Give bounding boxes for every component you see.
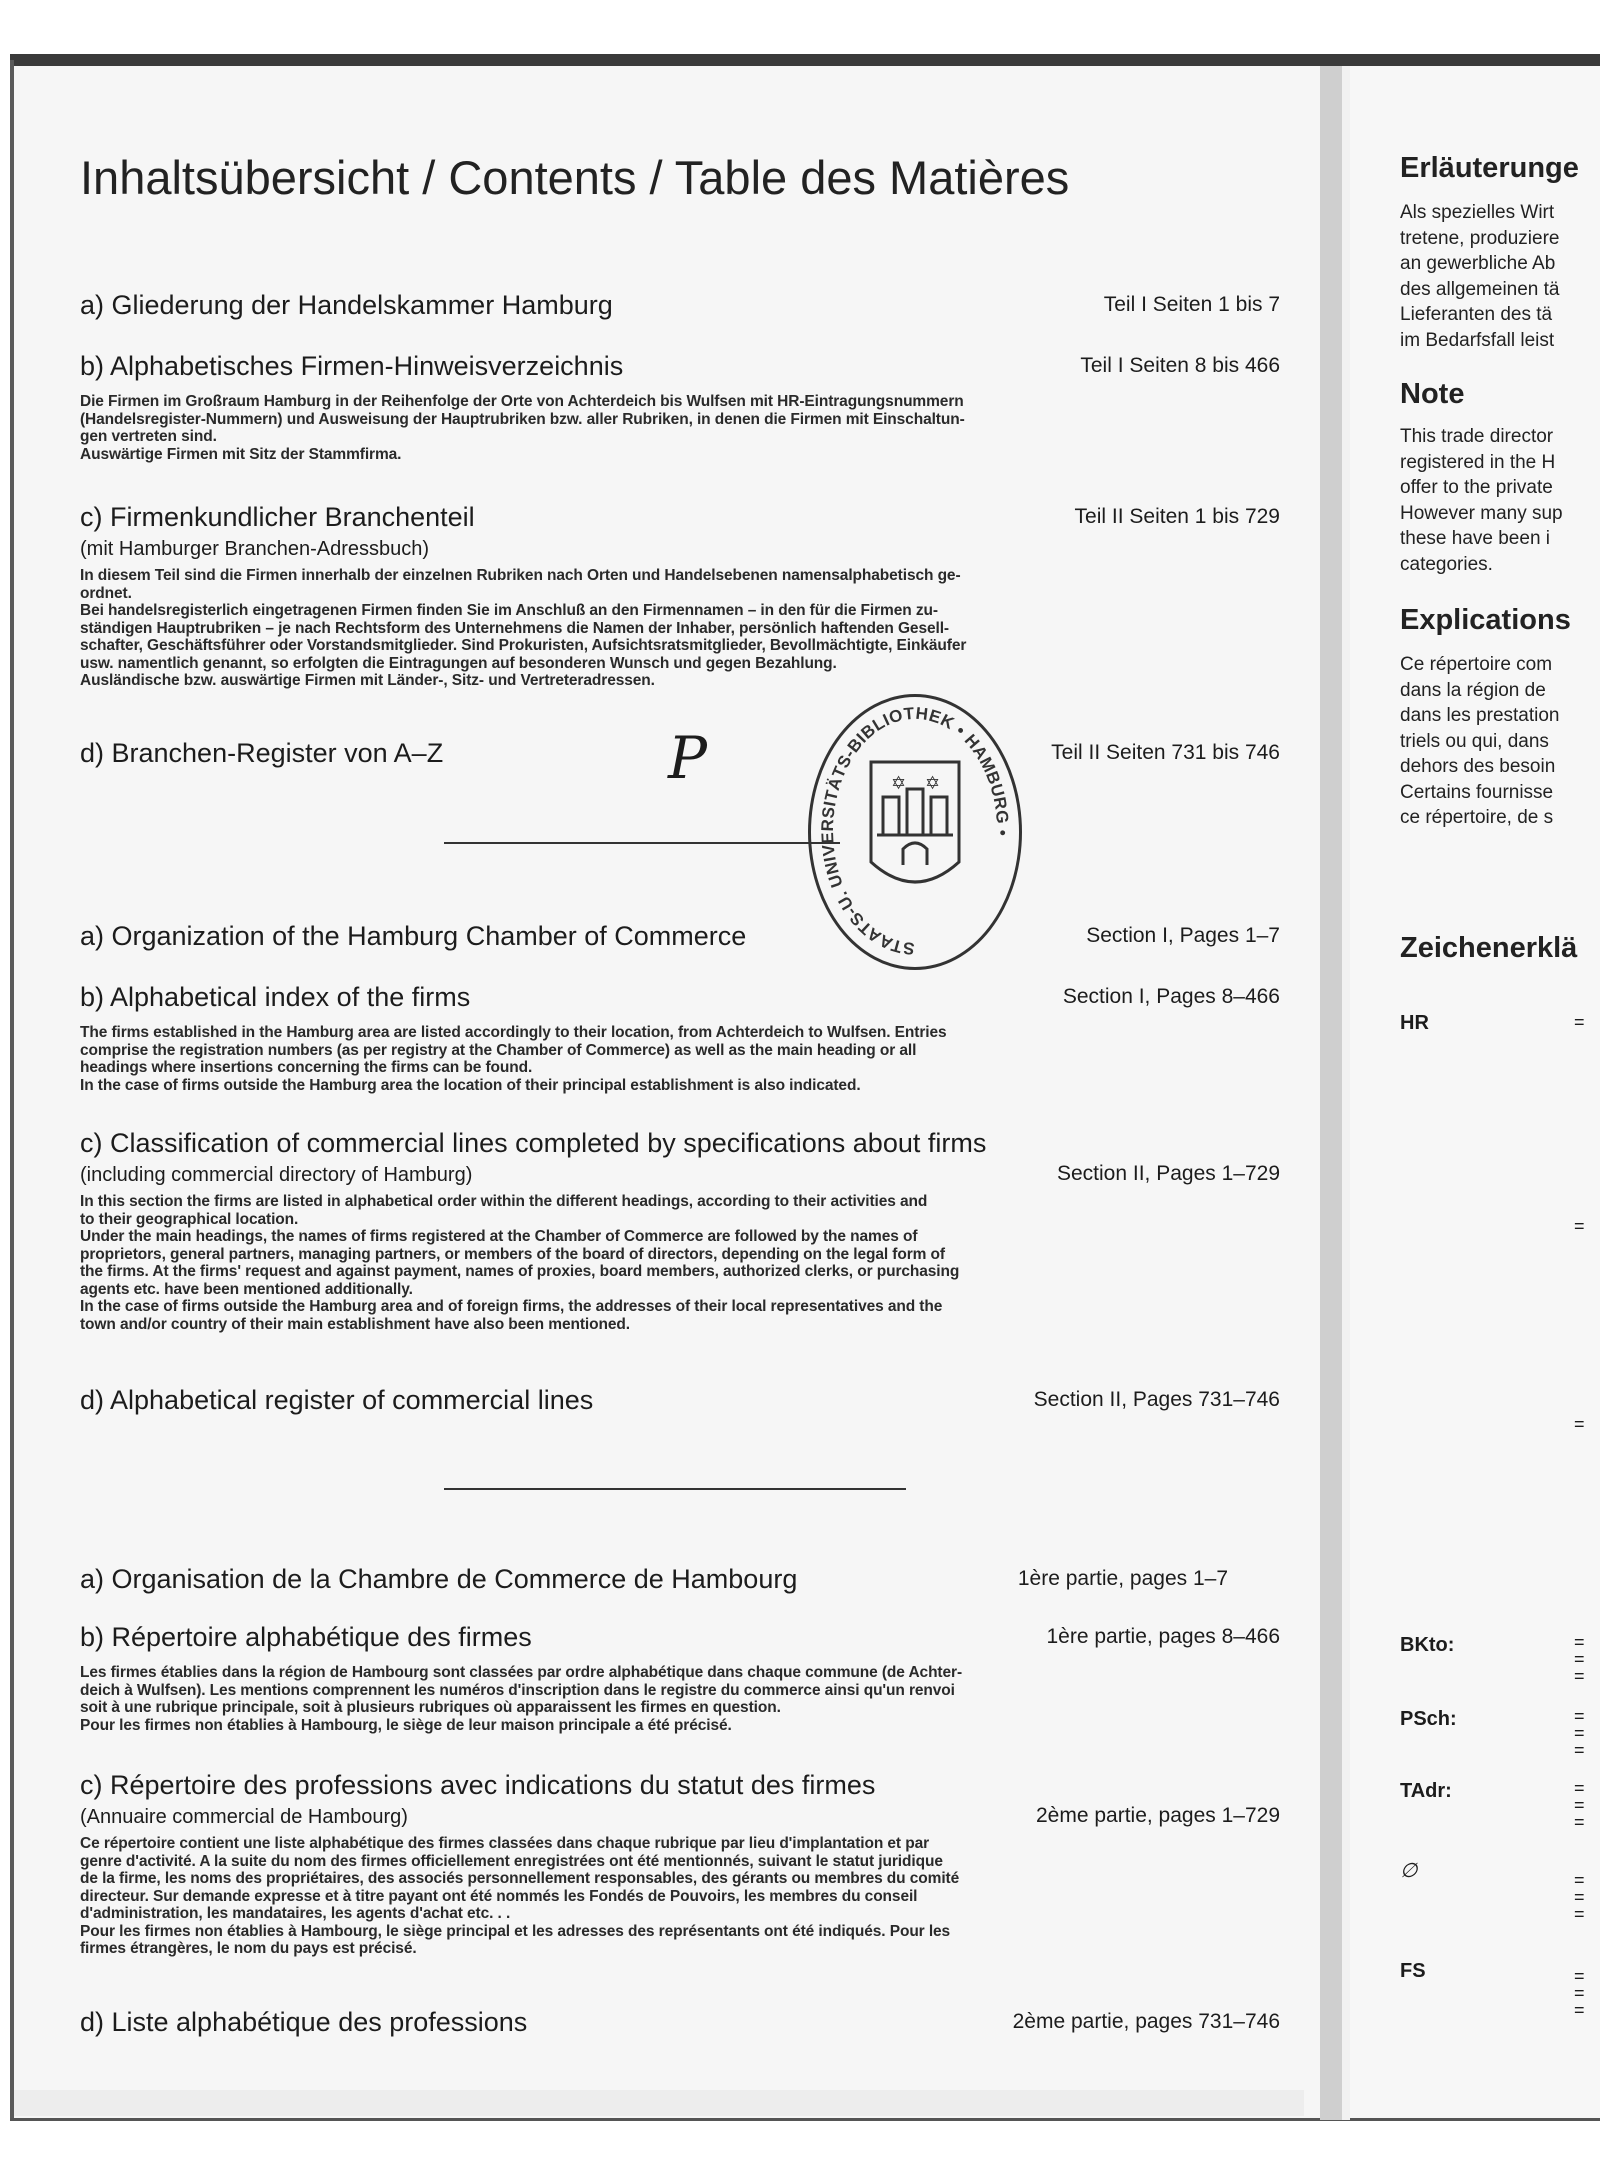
toc-entry-en-b — [80, 982, 1280, 1094]
toc-pages: Section I, Pages 1–7 — [1086, 924, 1280, 947]
toc-label: c) Classification of commercial lines completed by specifications about firms — [80, 1128, 987, 1158]
right-text-erlaeuterungen: Als spezielles Wirt tretene, produziere an gewerbliche Ab des allgemeinen tä Lieferanten des tä im Bedarfsfall leist — [1400, 202, 1560, 351]
right-page — [1350, 66, 1600, 2118]
abbr-fs-equals: = = = — [1574, 1966, 1585, 2020]
toc-entry-de-b — [80, 351, 1280, 463]
toc-description: Les firmes établies dans la région de Hambourg sont classées par ordre alphabétique dans chaque commune (de Achter- deich à Wulfsen). Les mentions comprennent les numéros d'inscription dans le registre du commerce ainsi qu'un renvoi soit à une rubrique principale, soit à plusieurs rubriques où apparaissent les firmes en question. Pour les firmes non établies à Hambourg, le siège de leur maison principale a été précisé. — [80, 1664, 963, 1734]
right-text-note: This trade director registered in the H offer to the private However many sup these have been i categories. — [1400, 426, 1563, 575]
right-heading-erlaeuterungen: Erläuterunge — [1400, 152, 1579, 184]
toc-pages: Teil I Seiten 8 bis 466 — [1080, 354, 1280, 377]
toc-entry-de-c — [80, 502, 1280, 690]
toc-entry-en-c — [80, 1128, 1280, 1333]
toc-subtitle: (including commercial directory of Hamburg) — [80, 1164, 473, 1186]
toc-label: d) Alphabetical register of commercial lines — [80, 1385, 594, 1415]
right-heading-zeichenerklaerung: Zeichenerklä — [1400, 932, 1578, 964]
toc-pages: Section II, Pages 731–746 — [1033, 1388, 1280, 1411]
toc-description: The firms established in the Hamburg area are listed accordingly to their location, from Achterdeich to Wulfsen. Entries comprise the registration numbers (as per registry at the Chamber of Commerce) as well as the main heading or all headings where insertions concerning the firms can be found. In the case of firms outside the Hamburg area the location of their principal establishment is also indicated. — [80, 1024, 947, 1094]
section-divider — [444, 1488, 906, 1490]
abbr-equals: = — [1574, 1414, 1585, 1434]
toc-description: Ce répertoire contient une liste alphabétique des firmes classées dans chaque rubrique par lieu d'implantation et par genre d'activité. A la suite du nom des firmes officiellement enregistrées ont été mentionnés, suivant le statut juridique de la firme, les noms des propriétaires, des associés personnellement responsables, des gérants ou membres du comité directeur. Sur demande expresse et à titre payant ont été nommés les Fondés de Pouvoirs, les membres du conseil d'administration, les mandataires, les agents d'achat etc. . . Pour les firmes non établies à Hambourg, le siège principal et les adresses des représentants ont été indiqués. Pour les firmes étrangères, le nom du pays est précisé. — [80, 1835, 960, 1957]
toc-entry-fr-c — [80, 1770, 1280, 1958]
toc-label: b) Répertoire alphabétique des firmes — [80, 1622, 532, 1652]
toc-pages: 2ème partie, pages 1–729 — [1035, 1804, 1280, 1827]
handwritten-mark: P — [668, 724, 708, 792]
toc-description: In this section the firms are listed in alphabetical order within the different headings, according to their activities and to their geographical location. Under the main headings, the names of firms registered at the Chamber of Commerce are followed by the names of proprietors, general partners, managing partners, or members of the board of directors, depending on the legal form of the firms. At the firms' request and against payment, names of proxies, board members, authorized clerks, or purchasing agents etc. have been mentioned additionally. In the case of firms outside the Hamburg area and of foreign firms, the addresses of their local representatives and the town and/or country of their main establishment have also been mentioned. — [80, 1193, 960, 1333]
toc-label: d) Branchen-Register von A–Z — [80, 738, 444, 768]
section-divider — [444, 842, 840, 844]
toc-pages: Teil II Seiten 1 bis 729 — [1074, 505, 1280, 528]
toc-entry-en-d — [80, 1385, 1280, 1421]
toc-pages: Teil I Seiten 1 bis 7 — [1103, 293, 1280, 316]
book-gutter — [1320, 66, 1342, 2120]
library-stamp — [808, 694, 1022, 970]
toc-entry-de-a — [80, 290, 1280, 326]
toc-pages: 1ère partie, pages 1–7 — [1017, 1567, 1228, 1590]
toc-pages: Section II, Pages 1–729 — [1057, 1162, 1280, 1185]
abbr-bkto: BKto: — [1400, 1634, 1455, 1656]
abbr-tadr: TAdr: — [1400, 1780, 1452, 1802]
toc-entry-en-a — [80, 921, 1280, 957]
page-title: Inhaltsübersicht / Contents / Table des Matières — [80, 151, 1070, 204]
right-text-explications: Ce répertoire com dans la région de dans les prestation triels ou qui, dans dehors des besoin Certains fournisse ce répertoire, de s — [1400, 654, 1560, 828]
toc-entry-fr-b — [80, 1622, 1280, 1734]
toc-entry-fr-a — [80, 1564, 1280, 1600]
abbr-fs: FS — [1400, 1960, 1426, 1982]
stamp-circular-text: STAATS-U. UNIVERSITÄTS-BIBLIOTHEK • HAMBURG • — [817, 703, 1013, 959]
book-gutter-inner — [1342, 66, 1350, 2120]
svg-text:STAATS-U. UNIVERSITÄTS-BIBLIOT — [818, 704, 1012, 958]
svg-text:✡: ✡ — [891, 773, 907, 794]
toc-description: Die Firmen im Großraum Hamburg in der Reihenfolge der Orte von Achterdeich bis Wulfsen mit HR-Eintragungsnummern (Handelsregister-Nummern) und Ausweisung der Hauptrubriken bzw. aller Rubriken, in denen die Firmen mit Einschaltun- gen vertreten sind. Auswärtige Firmen mit Sitz der Stammfirma. — [80, 393, 965, 463]
toc-label: b) Alphabetisches Firmen-Hinweisverzeichnis — [80, 351, 624, 381]
abbr-diameter: ∅ — [1400, 1860, 1418, 1882]
abbr-hr-equals: = — [1574, 1012, 1585, 1032]
toc-entry-fr-d — [80, 2007, 1280, 2043]
abbr-psch-equals: = = = — [1574, 1706, 1585, 1760]
toc-pages: Section I, Pages 8–466 — [1062, 985, 1280, 1008]
stamp-drawing — [811, 697, 1019, 967]
toc-pages: 2ème partie, pages 731–746 — [1012, 2010, 1280, 2033]
toc-subtitle: (Annuaire commercial de Hambourg) — [80, 1806, 408, 1828]
toc-label: d) Liste alphabétique des professions — [80, 2007, 528, 2037]
right-heading-note: Note — [1400, 378, 1465, 410]
toc-label: c) Répertoire des professions avec indications du statut des firmes — [80, 1770, 876, 1800]
scan-top-edge — [10, 54, 1600, 66]
toc-pages: Teil II Seiten 731 bis 746 — [1051, 741, 1280, 764]
toc-subtitle: (mit Hamburger Branchen-Adressbuch) — [80, 538, 430, 560]
toc-label: a) Gliederung der Handelskammer Hamburg — [80, 290, 613, 320]
abbr-diameter-equals: = = = — [1574, 1870, 1585, 1924]
toc-label: c) Firmenkundlicher Branchenteil — [80, 502, 475, 532]
toc-pages: 1ère partie, pages 8–466 — [1046, 1625, 1280, 1648]
abbr-hr: HR — [1400, 1012, 1429, 1034]
abbr-bkto-equals: = = = — [1574, 1632, 1585, 1686]
right-heading-explications: Explications — [1400, 604, 1571, 636]
toc-label: a) Organisation de la Chambre de Commerce de Hambourg — [80, 1564, 798, 1594]
svg-text:✡: ✡ — [925, 773, 941, 794]
abbr-psch: PSch: — [1400, 1708, 1457, 1730]
scan-bottom-edge — [10, 2118, 1600, 2121]
scan-bottom-strip — [14, 2090, 1304, 2116]
toc-description: In diesem Teil sind die Firmen innerhalb der einzelnen Rubriken nach Orten und Handelsebenen namensalphabetisch ge- ordnet. Bei handelsregisterlich eingetragenen Firmen finden Sie im Anschluß an den Firmennamen – in den für die Firmen zu- ständigen Hauptrubriken – je nach Rechtsform des Unternehmens die Namen der Inhaber, persönlich haftenden Gesell- schafter, Geschäftsführer oder Vorstandsmitglieder. Sind Prokuristen, Aufsichtsratsmitglieder, Bevollmächtigte, Einkäufer usw. namentlich genannt, so erfolgten die Eintragungen auf besonderen Wunsch und gegen Bezahlung. Ausländische bzw. auswärtige Firmen mit Länder-, Sitz- und Vertreteradressen. — [80, 567, 967, 689]
toc-label: a) Organization of the Hamburg Chamber of Commerce — [80, 921, 747, 951]
abbr-tadr-equals: = = = — [1574, 1778, 1585, 1832]
abbr-equals: = — [1574, 1216, 1585, 1236]
toc-label: b) Alphabetical index of the firms — [80, 982, 471, 1012]
